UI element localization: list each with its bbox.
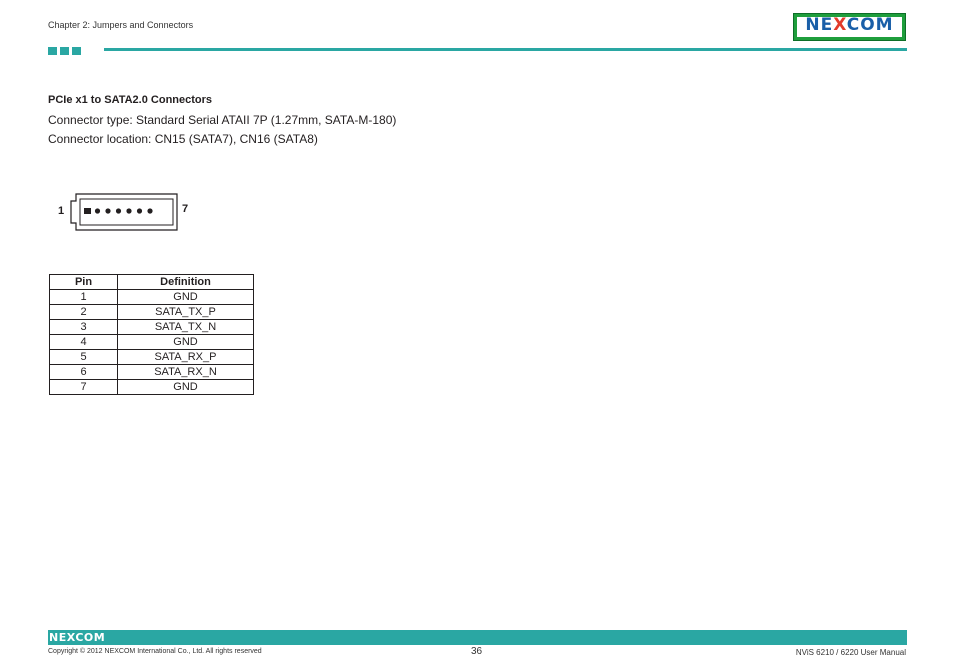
section-title: PCIe x1 to SATA2.0 Connectors xyxy=(48,94,213,106)
connector-type: Connector type: Standard Serial ATAII 7P (1.27mm, SATA-M-180) xyxy=(48,113,397,127)
pin-cell: 6 xyxy=(50,365,118,380)
connector-outline-svg xyxy=(56,190,196,235)
pin-cell: 5 xyxy=(50,350,118,365)
table-row xyxy=(50,335,254,350)
pin-cell: 7 xyxy=(50,380,118,395)
connector-pin xyxy=(126,208,131,213)
column-header-pin: Pin xyxy=(50,275,118,290)
connector-pins xyxy=(84,208,153,214)
column-header-definition: Definition xyxy=(118,275,254,290)
connector-location: Connector location: CN15 (SATA7), CN16 (SATA8) xyxy=(48,132,318,146)
table-row xyxy=(50,290,254,305)
header-square xyxy=(48,47,57,55)
table-row xyxy=(50,350,254,365)
definition-cell: SATA_RX_N xyxy=(118,365,254,380)
footer-logo: NEXCOM xyxy=(49,631,106,644)
header-square xyxy=(72,47,81,55)
logo-text: NEXCOM xyxy=(805,15,894,35)
pin-cell: 3 xyxy=(50,320,118,335)
connector-pin xyxy=(137,208,142,213)
table-row xyxy=(50,365,254,380)
pin-cell: 1 xyxy=(50,290,118,305)
header-square xyxy=(60,47,69,55)
definition-cell: SATA_RX_P xyxy=(118,350,254,365)
pin-label-first: 1 xyxy=(58,205,65,217)
header-rule xyxy=(104,48,907,51)
chapter-title: Chapter 2: Jumpers and Connectors xyxy=(48,20,194,30)
pin-cell: 4 xyxy=(50,335,118,350)
definition-cell: GND xyxy=(118,380,254,395)
connector-pin xyxy=(84,208,91,214)
definition-cell: GND xyxy=(118,290,254,305)
table-header-row xyxy=(50,275,254,290)
table-row xyxy=(50,380,254,395)
connector-pin xyxy=(95,208,100,213)
page-number: 36 xyxy=(471,646,483,657)
copyright-text: Copyright © 2012 NEXCOM International Co., Ltd. All rights reserved xyxy=(48,648,262,655)
pin-table xyxy=(49,274,254,395)
pin-cell: 2 xyxy=(50,305,118,320)
nexcom-logo xyxy=(793,13,906,41)
connector-pin xyxy=(116,208,121,213)
manual-title: NViS 6210 / 6220 User Manual xyxy=(795,648,906,657)
pin-label-last: 7 xyxy=(182,203,189,215)
definition-cell: GND xyxy=(118,335,254,350)
connector-pin xyxy=(105,208,110,213)
table-row xyxy=(50,320,254,335)
connector-slot xyxy=(80,199,173,225)
header-squares xyxy=(48,47,81,55)
definition-cell: SATA_TX_N xyxy=(118,320,254,335)
footer-bar xyxy=(48,630,907,645)
definition-cell: SATA_TX_P xyxy=(118,305,254,320)
connector-diagram xyxy=(56,190,196,235)
connector-pin xyxy=(147,208,152,213)
table-row xyxy=(50,305,254,320)
